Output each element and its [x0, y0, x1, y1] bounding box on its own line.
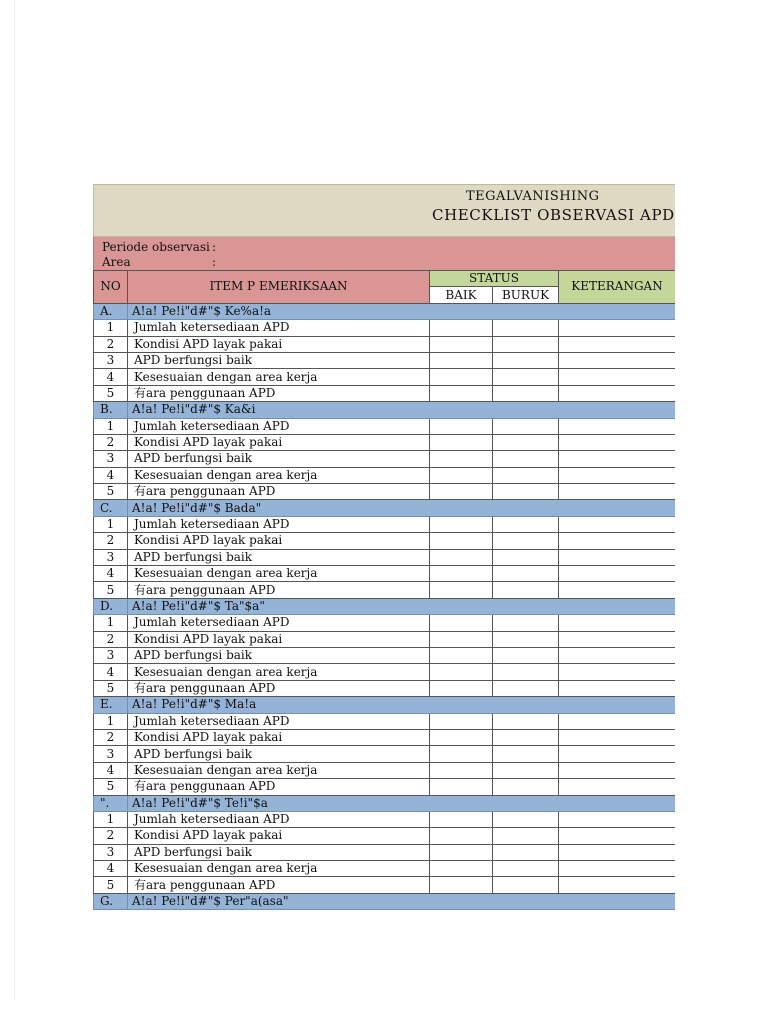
baik-cell[interactable]: [430, 320, 493, 336]
checklist-row: [94, 336, 676, 352]
buruk-cell[interactable]: [493, 418, 559, 434]
item-text: Kondisi APD layak pakai: [128, 631, 430, 647]
baik-cell[interactable]: [430, 418, 493, 434]
buruk-cell[interactable]: [493, 566, 559, 582]
item-text: APD berfungsi baik: [128, 647, 430, 663]
baik-cell[interactable]: [430, 566, 493, 582]
section-letter: A.: [94, 303, 128, 319]
item-number: 3: [94, 352, 128, 368]
checklist-row: [94, 615, 676, 631]
item-text: APD berfungsi baik: [128, 451, 430, 467]
section-label: A!a! Pe!i"d#"$ Ka&i: [128, 402, 676, 418]
baik-cell[interactable]: [430, 811, 493, 827]
item-text: 有ara penggunaan APD: [128, 877, 430, 893]
keterangan-cell[interactable]: [559, 418, 675, 434]
item-number: 2: [94, 729, 128, 745]
checklist-table: [93, 270, 675, 910]
buruk-cell[interactable]: [493, 533, 559, 549]
buruk-cell[interactable]: [493, 582, 559, 598]
item-number: 3: [94, 549, 128, 565]
periode-row: [102, 240, 217, 254]
checklist-row: [94, 713, 676, 729]
keterangan-cell[interactable]: [559, 779, 675, 795]
baik-cell[interactable]: [430, 647, 493, 663]
buruk-cell[interactable]: [493, 779, 559, 795]
keterangan-cell[interactable]: [559, 729, 675, 745]
baik-cell[interactable]: [430, 729, 493, 745]
baik-cell[interactable]: [430, 615, 493, 631]
periode-label: Periode observasi: [102, 240, 210, 254]
item-number: 3: [94, 746, 128, 762]
item-number: 4: [94, 762, 128, 778]
section-letter: ".: [94, 795, 128, 811]
header-baik: BAIK: [430, 287, 493, 303]
item-text: Kesesuaian dengan area kerja: [128, 566, 430, 582]
checklist-row: [94, 320, 676, 336]
keterangan-cell[interactable]: [559, 352, 675, 368]
checklist-row: [94, 680, 676, 696]
buruk-cell[interactable]: [493, 844, 559, 860]
item-number: 3: [94, 451, 128, 467]
item-number: 1: [94, 320, 128, 336]
item-text: Jumlah ketersediaan APD: [128, 713, 430, 729]
buruk-cell[interactable]: [493, 729, 559, 745]
baik-cell[interactable]: [430, 467, 493, 483]
checklist-row: [94, 779, 676, 795]
item-number: 4: [94, 566, 128, 582]
buruk-cell[interactable]: [493, 861, 559, 877]
buruk-cell[interactable]: [493, 631, 559, 647]
baik-cell[interactable]: [430, 828, 493, 844]
checklist-row: [94, 582, 676, 598]
item-number: 3: [94, 647, 128, 663]
keterangan-cell[interactable]: [559, 467, 675, 483]
checklist-row: [94, 811, 676, 827]
checklist-row: [94, 729, 676, 745]
item-number: 2: [94, 336, 128, 352]
checklist-row: [94, 844, 676, 860]
item-text: 有ara penggunaan APD: [128, 582, 430, 598]
section-row: [94, 795, 676, 811]
baik-cell[interactable]: [430, 549, 493, 565]
section-letter: G.: [94, 893, 128, 909]
baik-cell[interactable]: [430, 762, 493, 778]
item-number: 1: [94, 418, 128, 434]
checklist-row: [94, 352, 676, 368]
checklist-row: [94, 877, 676, 893]
section-label: A!a! Pe!i"d#"$ Per"a(asa": [128, 893, 676, 909]
item-text: APD berfungsi baik: [128, 549, 430, 565]
checklist-row: [94, 664, 676, 680]
item-text: Kesesuaian dengan area kerja: [128, 664, 430, 680]
item-text: APD berfungsi baik: [128, 746, 430, 762]
item-text: Kesesuaian dengan area kerja: [128, 369, 430, 385]
header-no: NO: [94, 271, 128, 304]
keterangan-cell[interactable]: [559, 615, 675, 631]
item-number: 1: [94, 811, 128, 827]
checklist-row: [94, 566, 676, 582]
keterangan-cell[interactable]: [559, 680, 675, 696]
buruk-cell[interactable]: [493, 467, 559, 483]
section-letter: D.: [94, 598, 128, 614]
checklist-row: [94, 451, 676, 467]
buruk-cell[interactable]: [493, 434, 559, 450]
checklist-row: [94, 549, 676, 565]
item-text: 有ara penggunaan APD: [128, 779, 430, 795]
keterangan-cell[interactable]: [559, 762, 675, 778]
checklist-row: [94, 828, 676, 844]
keterangan-cell[interactable]: [559, 861, 675, 877]
item-number: 4: [94, 467, 128, 483]
buruk-cell[interactable]: [493, 811, 559, 827]
keterangan-cell[interactable]: [559, 877, 675, 893]
keterangan-cell[interactable]: [559, 828, 675, 844]
header-row: [94, 271, 676, 287]
section-row: [94, 697, 676, 713]
item-number: 1: [94, 516, 128, 532]
section-letter: B.: [94, 402, 128, 418]
item-text: Jumlah ketersediaan APD: [128, 320, 430, 336]
section-row: [94, 893, 676, 909]
checklist-row: [94, 861, 676, 877]
header-keterangan: KETERANGAN: [559, 271, 675, 304]
baik-cell[interactable]: [430, 861, 493, 877]
buruk-cell[interactable]: [493, 615, 559, 631]
item-number: 5: [94, 484, 128, 500]
baik-cell[interactable]: [430, 484, 493, 500]
keterangan-cell[interactable]: [559, 549, 675, 565]
buruk-cell[interactable]: [493, 336, 559, 352]
checklist-row: [94, 369, 676, 385]
buruk-cell[interactable]: [493, 369, 559, 385]
buruk-cell[interactable]: [493, 746, 559, 762]
baik-cell[interactable]: [430, 582, 493, 598]
section-label: A!a! Pe!i"d#"$ Ke%a!a: [128, 303, 676, 319]
buruk-cell[interactable]: [493, 516, 559, 532]
keterangan-cell[interactable]: [559, 320, 675, 336]
keterangan-cell[interactable]: [559, 451, 675, 467]
item-number: 2: [94, 434, 128, 450]
baik-cell[interactable]: [430, 434, 493, 450]
keterangan-cell[interactable]: [559, 434, 675, 450]
company-name: TEGALVANISHING: [466, 189, 600, 204]
item-text: APD berfungsi baik: [128, 844, 430, 860]
buruk-cell[interactable]: [493, 877, 559, 893]
section-letter: C.: [94, 500, 128, 516]
baik-cell[interactable]: [430, 369, 493, 385]
buruk-cell[interactable]: [493, 647, 559, 663]
page-edge: [14, 0, 15, 1000]
title-block: [93, 184, 675, 237]
keterangan-cell[interactable]: [559, 647, 675, 663]
buruk-cell[interactable]: [493, 320, 559, 336]
item-number: 5: [94, 877, 128, 893]
keterangan-cell[interactable]: [559, 369, 675, 385]
item-text: Kondisi APD layak pakai: [128, 336, 430, 352]
item-text: Kesesuaian dengan area kerja: [128, 861, 430, 877]
item-text: Kondisi APD layak pakai: [128, 434, 430, 450]
section-label: A!a! Pe!i"d#"$ Bada": [128, 500, 676, 516]
section-row: [94, 402, 676, 418]
keterangan-cell[interactable]: [559, 336, 675, 352]
checklist-row: [94, 484, 676, 500]
item-number: 2: [94, 631, 128, 647]
keterangan-cell[interactable]: [559, 582, 675, 598]
keterangan-cell[interactable]: [559, 385, 675, 401]
item-number: 5: [94, 779, 128, 795]
item-number: 2: [94, 533, 128, 549]
item-text: APD berfungsi baik: [128, 352, 430, 368]
item-number: 4: [94, 369, 128, 385]
baik-cell[interactable]: [430, 336, 493, 352]
baik-cell[interactable]: [430, 746, 493, 762]
checklist-row: [94, 647, 676, 663]
keterangan-cell[interactable]: [559, 664, 675, 680]
header-status: STATUS: [430, 271, 559, 287]
area-row: [102, 255, 217, 269]
periode-colon: :: [212, 240, 217, 254]
keterangan-cell[interactable]: [559, 844, 675, 860]
buruk-cell[interactable]: [493, 385, 559, 401]
keterangan-cell[interactable]: [559, 484, 675, 500]
item-text: 有ara penggunaan APD: [128, 484, 430, 500]
header-item: ITEM P EMERIKSAAN: [128, 271, 430, 304]
keterangan-cell[interactable]: [559, 566, 675, 582]
area-label: Area: [102, 255, 131, 269]
baik-cell[interactable]: [430, 877, 493, 893]
item-number: 5: [94, 680, 128, 696]
checklist-row: [94, 418, 676, 434]
page-title: CHECKLIST OBSERVASI APD: [432, 206, 675, 224]
item-text: Jumlah ketersediaan APD: [128, 418, 430, 434]
area-colon: :: [212, 255, 217, 269]
baik-cell[interactable]: [430, 385, 493, 401]
item-text: Jumlah ketersediaan APD: [128, 615, 430, 631]
section-row: [94, 500, 676, 516]
keterangan-cell[interactable]: [559, 746, 675, 762]
baik-cell[interactable]: [430, 451, 493, 467]
checklist-sheet: [93, 184, 675, 910]
checklist-row: [94, 631, 676, 647]
item-number: 4: [94, 664, 128, 680]
keterangan-cell[interactable]: [559, 713, 675, 729]
baik-cell[interactable]: [430, 352, 493, 368]
baik-cell[interactable]: [430, 844, 493, 860]
item-text: Kondisi APD layak pakai: [128, 729, 430, 745]
buruk-cell[interactable]: [493, 680, 559, 696]
checklist-row: [94, 434, 676, 450]
baik-cell[interactable]: [430, 680, 493, 696]
buruk-cell[interactable]: [493, 484, 559, 500]
item-number: 2: [94, 828, 128, 844]
checklist-row: [94, 533, 676, 549]
section-label: A!a! Pe!i"d#"$ Te!i"$a: [128, 795, 676, 811]
keterangan-cell[interactable]: [559, 533, 675, 549]
item-text: Jumlah ketersediaan APD: [128, 516, 430, 532]
item-text: Kesesuaian dengan area kerja: [128, 762, 430, 778]
baik-cell[interactable]: [430, 713, 493, 729]
section-label: A!a! Pe!i"d#"$ Ma!a: [128, 697, 676, 713]
meta-block: [93, 237, 675, 270]
item-text: Kondisi APD layak pakai: [128, 533, 430, 549]
buruk-cell[interactable]: [493, 828, 559, 844]
baik-cell[interactable]: [430, 664, 493, 680]
baik-cell[interactable]: [430, 533, 493, 549]
item-number: 5: [94, 582, 128, 598]
buruk-cell[interactable]: [493, 549, 559, 565]
keterangan-cell[interactable]: [559, 631, 675, 647]
checklist-row: [94, 746, 676, 762]
section-row: [94, 598, 676, 614]
item-number: 4: [94, 861, 128, 877]
buruk-cell[interactable]: [493, 352, 559, 368]
item-text: Kesesuaian dengan area kerja: [128, 467, 430, 483]
checklist-row: [94, 762, 676, 778]
buruk-cell[interactable]: [493, 713, 559, 729]
baik-cell[interactable]: [430, 631, 493, 647]
item-text: 有ara penggunaan APD: [128, 385, 430, 401]
section-label: A!a! Pe!i"d#"$ Ta"$a": [128, 598, 676, 614]
section-letter: E.: [94, 697, 128, 713]
keterangan-cell[interactable]: [559, 811, 675, 827]
header-buruk: BURUK: [493, 287, 559, 303]
buruk-cell[interactable]: [493, 762, 559, 778]
item-number: 1: [94, 615, 128, 631]
item-number: 3: [94, 844, 128, 860]
section-row: [94, 303, 676, 319]
item-number: 1: [94, 713, 128, 729]
item-text: Kondisi APD layak pakai: [128, 828, 430, 844]
buruk-cell[interactable]: [493, 664, 559, 680]
item-text: Jumlah ketersediaan APD: [128, 811, 430, 827]
baik-cell[interactable]: [430, 516, 493, 532]
checklist-row: [94, 516, 676, 532]
checklist-row: [94, 467, 676, 483]
keterangan-cell[interactable]: [559, 516, 675, 532]
buruk-cell[interactable]: [493, 451, 559, 467]
item-text: 有ara penggunaan APD: [128, 680, 430, 696]
checklist-row: [94, 385, 676, 401]
baik-cell[interactable]: [430, 779, 493, 795]
item-number: 5: [94, 385, 128, 401]
